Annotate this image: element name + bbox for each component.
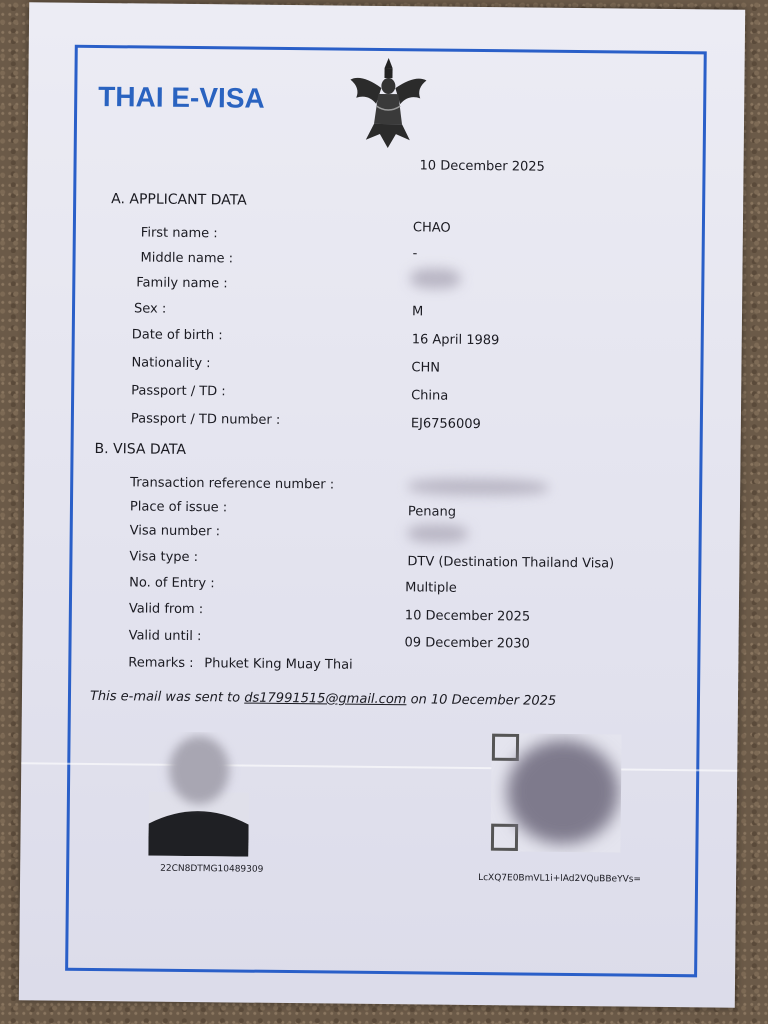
visa-number-redacted <box>408 524 468 543</box>
section-applicant-heading: A. APPLICANT DATA <box>111 191 247 209</box>
entry-count-value: Multiple <box>405 580 457 596</box>
passport-value: China <box>411 388 449 404</box>
valid-from-label: Valid from : <box>128 601 204 618</box>
transaction-ref-label: Transaction reference number : <box>130 475 335 493</box>
family-name-label: Family name : <box>136 275 228 292</box>
passport-label: Passport / TD : <box>131 383 226 400</box>
photo-id-caption: 22CN8DTMG10489309 <box>160 863 264 875</box>
remarks-label: Remarks : <box>128 655 194 672</box>
visa-type-label: Visa type : <box>129 549 199 566</box>
email-note-suffix: on 10 December 2025 <box>410 692 557 709</box>
valid-until-value: 09 December 2030 <box>404 635 530 652</box>
sex-label: Sex : <box>133 301 167 317</box>
issue-date: 10 December 2025 <box>419 158 545 175</box>
garuda-emblem-icon <box>346 54 431 153</box>
dob-label: Date of birth : <box>131 327 223 344</box>
section-visa-heading: B. VISA DATA <box>94 440 187 458</box>
nationality-value: CHN <box>411 360 441 376</box>
passport-number-label: Passport / TD number : <box>130 411 281 428</box>
email-note-prefix: This e-mail was sent to <box>89 688 241 706</box>
email-address: ds17991515@gmail.com <box>244 690 407 708</box>
entry-count-label: No. of Entry : <box>129 575 215 592</box>
visa-type-value: DTV (Destination Thailand Visa) <box>407 554 615 572</box>
passport-number-value: EJ6756009 <box>410 416 481 433</box>
dob-value: 16 April 1989 <box>411 332 500 349</box>
first-name-value: CHAO <box>412 220 451 236</box>
place-of-issue-label: Place of issue : <box>129 499 228 516</box>
valid-until-label: Valid until : <box>128 628 202 645</box>
qr-code-caption: LcXQ7E0BmVL1i+lAd2VQuBBeYVs= <box>478 873 642 885</box>
qr-code-redacted <box>490 733 621 852</box>
middle-name-value: - <box>412 246 418 262</box>
applicant-photo <box>148 732 249 857</box>
middle-name-label: Middle name : <box>140 250 234 267</box>
document-title: THAI E-VISA <box>98 81 265 114</box>
visa-number-label: Visa number : <box>129 523 221 540</box>
place-of-issue-value: Penang <box>407 504 457 520</box>
first-name-label: First name : <box>140 225 218 242</box>
family-name-redacted <box>410 268 460 289</box>
remarks-value: Phuket King Muay Thai <box>204 656 353 673</box>
sex-value: M <box>411 304 424 320</box>
transaction-ref-redacted <box>408 478 548 495</box>
valid-from-value: 10 December 2025 <box>404 608 531 625</box>
visa-document <box>19 2 745 1007</box>
nationality-label: Nationality : <box>131 355 211 372</box>
